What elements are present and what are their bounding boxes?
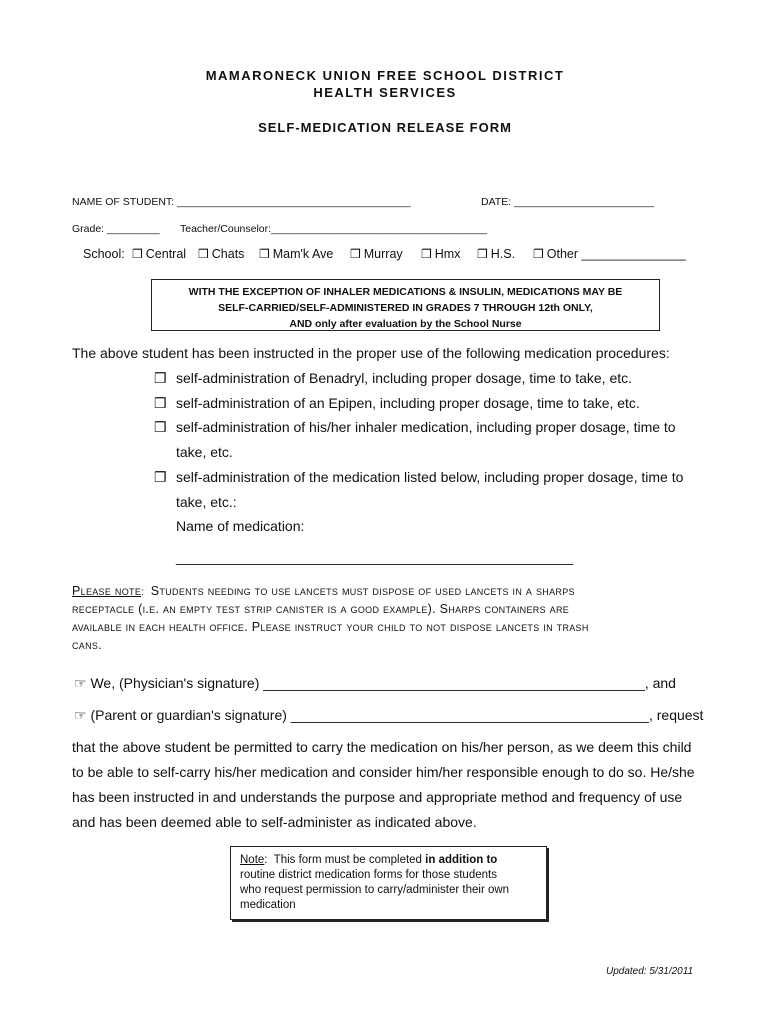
parent-signature-row — [74, 707, 703, 724]
checkbox-icon[interactable]: ❒ — [198, 247, 209, 261]
school-option-label: Mam'k Ave — [272, 247, 334, 261]
parent-signature-field[interactable]: ______________________________________________ — [290, 707, 649, 723]
note-emphasis: in addition to — [425, 854, 498, 866]
note-text: : This form must be completed — [264, 854, 426, 866]
procedure-item-listed-cont: take, etc.: — [176, 494, 237, 510]
physician-signature-field[interactable]: _________________________________________________ — [263, 675, 645, 691]
procedure-item-benadryl[interactable] — [154, 370, 632, 387]
procedure-label: self-administration of Benadryl, including proper dosage, time to take, etc. — [176, 370, 633, 386]
department-title: HEALTH SERVICES — [313, 85, 457, 100]
school-option-label: Murray — [363, 247, 403, 261]
school-option-hmx[interactable] — [421, 247, 460, 261]
checkbox-icon[interactable]: ❒ — [154, 370, 167, 386]
district-title: MAMARONECK UNION FREE SCHOOL DISTRICT — [205, 68, 565, 83]
checkbox-icon[interactable]: ❒ — [154, 395, 167, 411]
school-label: School: — [83, 247, 125, 261]
note-line-2: routine district medication forms for those students — [240, 869, 497, 881]
school-option-label: Other _______________ — [546, 247, 686, 261]
note-box — [230, 846, 547, 920]
physician-signature-label: We, (Physician's signature) — [90, 675, 260, 691]
medication-name-field[interactable]: ___________________________________________________ — [176, 549, 574, 565]
school-option-label: Hmx — [434, 247, 461, 261]
procedures-intro: The above student has been instructed in the proper use of the following medication procedures: — [72, 345, 670, 361]
checkbox-icon[interactable]: ❒ — [132, 247, 143, 261]
procedure-item-inhaler[interactable] — [154, 419, 676, 436]
school-option-hs[interactable] — [477, 247, 515, 261]
school-option-murray[interactable] — [350, 247, 403, 261]
please-note-line-2: receptacle (i.e. an empty test strip canister is a good example). Sharps containers are — [72, 602, 570, 616]
student-name-row — [72, 196, 411, 208]
date-row — [481, 196, 654, 208]
warning-line-3: AND only after evaluation by the School Nurse — [289, 318, 522, 330]
note-line-4: medication — [240, 899, 296, 911]
warning-line-2: SELF-CARRIED/SELF-ADMINISTERED IN GRADES 7 THROUGH 12th ONLY, — [218, 302, 593, 314]
school-option-label: Chats — [211, 247, 245, 261]
school-option-other[interactable] — [533, 247, 686, 261]
school-option-central[interactable] — [132, 247, 186, 261]
statement-line-3: has been instructed in and understands the purpose and appropriate method and frequency of use — [72, 789, 683, 805]
procedure-item-epipen[interactable] — [154, 395, 640, 412]
procedure-label: self-administration of his/her inhaler medication, including proper dosage, time to — [176, 419, 676, 435]
please-note-text-1: Students needing to use lancets must dispose of used lancets in a sharps — [150, 584, 575, 598]
parent-signature-tail: , request — [648, 707, 704, 723]
checkbox-icon[interactable]: ❒ — [350, 247, 361, 261]
date-label: DATE: — [481, 196, 512, 208]
school-option-label: Central — [145, 247, 187, 261]
physician-signature-tail: , and — [644, 675, 676, 691]
checkbox-icon[interactable]: ❒ — [533, 247, 544, 261]
teacher-label: Teacher/Counselor: — [180, 223, 272, 235]
grade-label: Grade: — [72, 223, 105, 235]
please-note-line-3: available in each health office. Please instruct your child to not dispose lancets in trash — [72, 620, 589, 634]
pointing-hand-icon: ☞ — [74, 707, 87, 723]
checkbox-icon[interactable]: ❒ — [154, 419, 167, 435]
please-note-line-4: cans. — [72, 638, 102, 652]
statement-line-4: and has been deemed able to self-administer as indicated above. — [72, 814, 477, 830]
grade-field[interactable]: _________ — [107, 223, 160, 235]
procedure-item-inhaler-cont: take, etc. — [176, 444, 233, 460]
grade-restriction-box — [151, 279, 660, 331]
procedure-label: self-administration of the medication listed below, including proper dosage, time to — [176, 469, 684, 485]
checkbox-icon[interactable]: ❒ — [421, 247, 432, 261]
checkbox-icon[interactable]: ❒ — [259, 247, 270, 261]
teacher-row — [180, 223, 487, 235]
teacher-field[interactable]: _____________________________________ — [271, 223, 488, 235]
student-name-label: NAME OF STUDENT: — [72, 196, 175, 208]
school-option-chats[interactable] — [198, 247, 244, 261]
checkbox-icon[interactable]: ❒ — [477, 247, 488, 261]
please-note-line-1: Please note: Students needing to use lancets must dispose of used lancets in a sharps — [72, 584, 575, 598]
physician-signature-row — [74, 675, 676, 692]
statement-line-2: to be able to self-carry his/her medication and consider him/her responsible enough to do so. He/she — [72, 764, 695, 780]
parent-signature-label: (Parent or guardian's signature) — [90, 707, 287, 723]
statement-line-1: that the above student be permitted to carry the medication on his/her person, as we deem this child — [72, 739, 692, 755]
checkbox-icon[interactable]: ❒ — [154, 469, 167, 485]
date-field[interactable]: ________________________ — [514, 196, 655, 208]
school-option-mamk-ave[interactable] — [259, 247, 333, 261]
school-option-label: H.S. — [490, 247, 516, 261]
note-line-1 — [240, 853, 537, 868]
updated-date: Updated: 5/31/2011 — [606, 966, 694, 977]
please-note-label: Please note — [72, 584, 142, 598]
pointing-hand-icon: ☞ — [74, 675, 87, 691]
grade-row — [72, 223, 160, 235]
student-name-field[interactable]: ________________________________________ — [177, 196, 411, 208]
form-title: SELF-MEDICATION RELEASE FORM — [258, 120, 512, 135]
warning-line-1: WITH THE EXCEPTION OF INHALER MEDICATIONS & INSULIN, MEDICATIONS MAY BE — [188, 286, 623, 298]
procedure-item-listed-medication[interactable] — [154, 469, 683, 486]
note-label: Note — [240, 854, 265, 866]
note-line-3: who request permission to carry/administer their own — [240, 884, 510, 896]
procedure-label: self-administration of an Epipen, including proper dosage, time to take, etc. — [176, 395, 640, 411]
medication-name-label: Name of medication: — [176, 518, 305, 534]
